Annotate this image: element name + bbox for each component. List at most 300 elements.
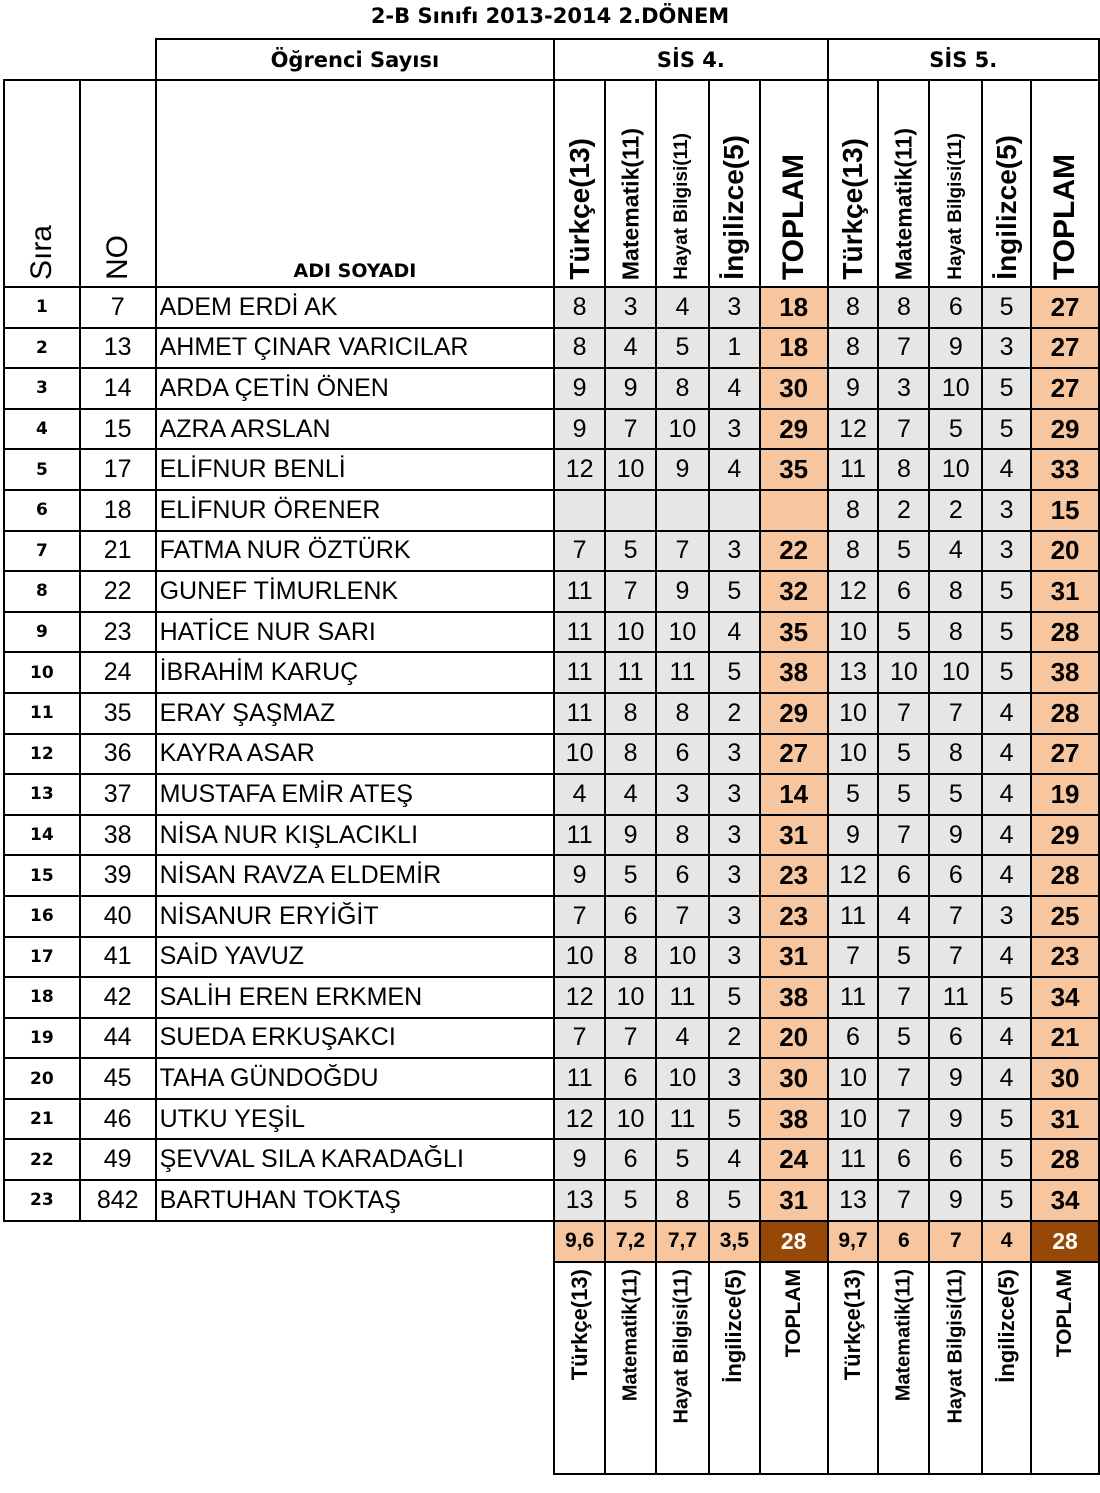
score-cell: 5 xyxy=(828,774,879,815)
table-row xyxy=(4,1018,1099,1059)
score-cell: 5 xyxy=(656,328,709,369)
no-cell: 46 xyxy=(80,1099,156,1140)
total-cell: 28 xyxy=(1031,693,1099,734)
score-cell: 5 xyxy=(982,571,1031,612)
total-cell: 15 xyxy=(1031,490,1099,531)
subject-header: İngilizce(5) xyxy=(982,80,1031,287)
score-cell: 10 xyxy=(605,449,656,490)
score-cell: 5 xyxy=(982,977,1031,1018)
score-cell: 7 xyxy=(554,531,605,572)
total-cell: 28 xyxy=(1031,612,1099,653)
bottom-subject-header: Matematik(11) xyxy=(878,1262,929,1474)
name-cell: MUSTAFA EMİR ATEŞ xyxy=(156,774,555,815)
table-row xyxy=(4,368,1099,409)
score-cell: 4 xyxy=(605,328,656,369)
bottom-subject-header: Hayat Bilgisi(11) xyxy=(929,1262,982,1474)
score-cell: 4 xyxy=(709,368,760,409)
total-cell: 23 xyxy=(760,896,828,937)
total-cell: 30 xyxy=(760,1058,828,1099)
sira-cell: 13 xyxy=(4,774,80,815)
name-cell: HATİCE NUR SARI xyxy=(156,612,555,653)
score-cell: 8 xyxy=(605,937,656,978)
name-cell: İBRAHİM KARUÇ xyxy=(156,652,555,693)
score-cell: 5 xyxy=(709,652,760,693)
total-cell: 31 xyxy=(1031,571,1099,612)
average-cell: 4 xyxy=(982,1221,1031,1262)
score-cell: 7 xyxy=(878,1099,929,1140)
score-cell: 2 xyxy=(709,1018,760,1059)
score-cell: 6 xyxy=(929,287,982,328)
no-cell: 44 xyxy=(80,1018,156,1059)
table-row xyxy=(4,449,1099,490)
score-cell: 7 xyxy=(656,531,709,572)
name-cell: ERAY ŞAŞMAZ xyxy=(156,693,555,734)
score-cell: 10 xyxy=(828,693,879,734)
grade-table xyxy=(3,38,1100,1475)
score-cell: 9 xyxy=(929,1099,982,1140)
no-cell: 37 xyxy=(80,774,156,815)
total-cell: 23 xyxy=(1031,937,1099,978)
bottom-subject-header: Hayat Bilgisi(11) xyxy=(656,1262,709,1474)
group2-label: SİS 5. xyxy=(828,39,1099,80)
score-cell: 10 xyxy=(656,612,709,653)
sira-cell: 18 xyxy=(4,977,80,1018)
score-cell: 7 xyxy=(656,896,709,937)
total-cell: 18 xyxy=(760,287,828,328)
score-cell: 7 xyxy=(554,1018,605,1059)
score-cell: 3 xyxy=(709,1058,760,1099)
score-cell: 7 xyxy=(878,693,929,734)
total-cell: 38 xyxy=(760,1099,828,1140)
score-cell: 4 xyxy=(982,449,1031,490)
score-cell: 10 xyxy=(929,368,982,409)
score-cell: 4 xyxy=(656,287,709,328)
score-cell: 7 xyxy=(605,1018,656,1059)
score-cell: 9 xyxy=(828,815,879,856)
score-cell: 3 xyxy=(605,287,656,328)
score-cell xyxy=(554,490,605,531)
name-cell: UTKU YEŞİL xyxy=(156,1099,555,1140)
score-cell: 6 xyxy=(605,896,656,937)
score-cell: 4 xyxy=(982,693,1031,734)
score-cell: 8 xyxy=(656,815,709,856)
name-cell: NİSAN RAVZA ELDEMİR xyxy=(156,855,555,896)
sira-cell: 22 xyxy=(4,1139,80,1180)
total-cell: 38 xyxy=(1031,652,1099,693)
total-cell: 35 xyxy=(760,612,828,653)
no-cell: 23 xyxy=(80,612,156,653)
score-cell: 5 xyxy=(605,855,656,896)
bottom-subject-header: İngilizce(5) xyxy=(982,1262,1031,1474)
score-cell: 10 xyxy=(929,449,982,490)
score-cell: 4 xyxy=(982,855,1031,896)
name-cell: SAİD YAVUZ xyxy=(156,937,555,978)
sira-cell: 6 xyxy=(4,490,80,531)
total-cell: 31 xyxy=(760,937,828,978)
name-header: ADI SOYADI xyxy=(156,80,555,287)
score-cell: 7 xyxy=(929,896,982,937)
score-cell: 7 xyxy=(605,409,656,450)
average-cell: 7,7 xyxy=(656,1221,709,1262)
score-cell: 5 xyxy=(982,652,1031,693)
score-cell: 7 xyxy=(878,409,929,450)
no-cell: 7 xyxy=(80,287,156,328)
total-cell: 19 xyxy=(1031,774,1099,815)
score-cell: 5 xyxy=(878,734,929,775)
table-row xyxy=(4,937,1099,978)
score-cell: 7 xyxy=(878,977,929,1018)
bottom-header-row xyxy=(4,1262,1099,1474)
score-cell: 9 xyxy=(828,368,879,409)
score-cell: 9 xyxy=(554,368,605,409)
no-cell: 45 xyxy=(80,1058,156,1099)
name-cell: SUEDA ERKUŞAKCI xyxy=(156,1018,555,1059)
total-cell: 27 xyxy=(1031,734,1099,775)
no-cell: 21 xyxy=(80,531,156,572)
total-cell: 18 xyxy=(760,328,828,369)
score-cell: 9 xyxy=(605,815,656,856)
total-cell: 27 xyxy=(1031,287,1099,328)
score-cell: 10 xyxy=(554,937,605,978)
score-cell: 10 xyxy=(929,652,982,693)
score-cell: 8 xyxy=(828,287,879,328)
score-cell xyxy=(709,490,760,531)
score-cell: 8 xyxy=(605,734,656,775)
bottom-total-header: TOPLAM xyxy=(760,1262,828,1474)
bottom-total-header: TOPLAM xyxy=(1031,1262,1099,1474)
score-cell: 11 xyxy=(828,1139,879,1180)
score-cell: 5 xyxy=(982,409,1031,450)
table-row xyxy=(4,287,1099,328)
no-cell: 41 xyxy=(80,937,156,978)
total-cell: 20 xyxy=(1031,531,1099,572)
score-cell: 7 xyxy=(929,937,982,978)
subject-header: İngilizce(5) xyxy=(709,80,760,287)
score-cell: 8 xyxy=(929,612,982,653)
score-cell: 4 xyxy=(709,1139,760,1180)
total-header: TOPLAM xyxy=(760,80,828,287)
score-cell: 11 xyxy=(828,896,879,937)
score-cell: 4 xyxy=(605,774,656,815)
score-cell: 7 xyxy=(605,571,656,612)
score-cell: 5 xyxy=(709,977,760,1018)
total-header: TOPLAM xyxy=(1031,80,1099,287)
score-cell: 2 xyxy=(709,693,760,734)
score-cell: 9 xyxy=(656,571,709,612)
average-cell: 9,6 xyxy=(554,1221,605,1262)
score-cell: 9 xyxy=(554,855,605,896)
score-cell: 7 xyxy=(828,937,879,978)
table-row xyxy=(4,531,1099,572)
table-row xyxy=(4,977,1099,1018)
score-cell: 9 xyxy=(929,815,982,856)
score-cell: 7 xyxy=(929,693,982,734)
table-row xyxy=(4,652,1099,693)
score-cell: 12 xyxy=(554,449,605,490)
score-cell: 11 xyxy=(554,693,605,734)
column-header-row xyxy=(4,80,1099,287)
total-cell: 24 xyxy=(760,1139,828,1180)
name-cell: TAHA GÜNDOĞDU xyxy=(156,1058,555,1099)
table-row xyxy=(4,774,1099,815)
sira-cell: 8 xyxy=(4,571,80,612)
score-cell: 6 xyxy=(878,855,929,896)
score-cell: 12 xyxy=(828,855,879,896)
total-cell: 31 xyxy=(760,1180,828,1221)
score-cell: 1 xyxy=(709,328,760,369)
score-cell: 8 xyxy=(605,693,656,734)
score-cell: 7 xyxy=(878,1058,929,1099)
score-cell: 4 xyxy=(982,774,1031,815)
score-cell: 5 xyxy=(982,1099,1031,1140)
bottom-subject-header: İngilizce(5) xyxy=(709,1262,760,1474)
name-cell: NİSANUR ERYİĞİT xyxy=(156,896,555,937)
score-cell: 8 xyxy=(929,734,982,775)
score-cell: 8 xyxy=(656,368,709,409)
no-cell: 42 xyxy=(80,977,156,1018)
score-cell: 6 xyxy=(929,855,982,896)
name-cell: GUNEF TİMURLENK xyxy=(156,571,555,612)
group-header-row xyxy=(4,39,1099,80)
score-cell: 7 xyxy=(878,328,929,369)
score-cell: 4 xyxy=(656,1018,709,1059)
total-cell: 29 xyxy=(1031,409,1099,450)
no-cell: 38 xyxy=(80,815,156,856)
total-cell: 30 xyxy=(1031,1058,1099,1099)
table-row xyxy=(4,693,1099,734)
total-cell: 29 xyxy=(1031,815,1099,856)
name-cell: BARTUHAN TOKTAŞ xyxy=(156,1180,555,1221)
total-cell: 35 xyxy=(760,449,828,490)
score-cell: 4 xyxy=(982,1058,1031,1099)
score-cell: 11 xyxy=(554,652,605,693)
score-cell: 8 xyxy=(656,693,709,734)
total-cell: 27 xyxy=(760,734,828,775)
score-cell: 10 xyxy=(656,937,709,978)
table-row xyxy=(4,815,1099,856)
score-cell: 11 xyxy=(828,449,879,490)
table-row xyxy=(4,1099,1099,1140)
total-cell: 28 xyxy=(1031,1139,1099,1180)
score-cell: 10 xyxy=(878,652,929,693)
average-cell: 7 xyxy=(929,1221,982,1262)
sira-cell: 21 xyxy=(4,1099,80,1140)
score-cell: 12 xyxy=(554,1099,605,1140)
score-cell: 12 xyxy=(828,571,879,612)
score-cell: 11 xyxy=(605,652,656,693)
total-cell: 38 xyxy=(760,652,828,693)
total-cell: 25 xyxy=(1031,896,1099,937)
score-cell: 5 xyxy=(878,937,929,978)
score-cell: 5 xyxy=(982,368,1031,409)
total-cell: 31 xyxy=(760,815,828,856)
total-cell: 22 xyxy=(760,531,828,572)
table-row xyxy=(4,328,1099,369)
score-cell: 4 xyxy=(709,612,760,653)
table-row xyxy=(4,490,1099,531)
score-cell: 6 xyxy=(878,571,929,612)
score-cell: 4 xyxy=(982,815,1031,856)
table-row xyxy=(4,896,1099,937)
score-cell: 5 xyxy=(982,1139,1031,1180)
score-cell: 3 xyxy=(709,815,760,856)
sira-cell: 7 xyxy=(4,531,80,572)
score-cell: 9 xyxy=(929,1058,982,1099)
sira-cell: 11 xyxy=(4,693,80,734)
score-cell: 11 xyxy=(656,1099,709,1140)
average-cell: 3,5 xyxy=(709,1221,760,1262)
table-row xyxy=(4,409,1099,450)
score-cell: 11 xyxy=(554,612,605,653)
score-cell: 3 xyxy=(709,287,760,328)
bottom-subject-header: Matematik(11) xyxy=(605,1262,656,1474)
score-cell: 5 xyxy=(605,531,656,572)
name-cell: NİSA NUR KIŞLACIKLI xyxy=(156,815,555,856)
no-cell: 35 xyxy=(80,693,156,734)
score-cell: 5 xyxy=(709,1180,760,1221)
average-total-cell: 28 xyxy=(760,1221,828,1262)
sira-cell: 20 xyxy=(4,1058,80,1099)
bottom-subject-header: Türkçe(13) xyxy=(828,1262,879,1474)
score-cell: 7 xyxy=(554,896,605,937)
name-cell: ŞEVVAL SILA KARADAĞLI xyxy=(156,1139,555,1180)
average-cell: 6 xyxy=(878,1221,929,1262)
score-cell: 3 xyxy=(878,368,929,409)
name-cell: SALİH EREN ERKMEN xyxy=(156,977,555,1018)
score-cell: 7 xyxy=(878,1180,929,1221)
score-cell: 6 xyxy=(605,1139,656,1180)
total-cell: 31 xyxy=(1031,1099,1099,1140)
name-cell: ADEM ERDİ AK xyxy=(156,287,555,328)
score-cell: 8 xyxy=(828,490,879,531)
score-cell xyxy=(656,490,709,531)
table-row xyxy=(4,1058,1099,1099)
table-row xyxy=(4,1139,1099,1180)
score-cell: 9 xyxy=(929,328,982,369)
score-cell: 11 xyxy=(656,652,709,693)
sira-cell: 12 xyxy=(4,734,80,775)
subject-header: Hayat Bilgisi(11) xyxy=(929,80,982,287)
subject-header: Matematik(11) xyxy=(605,80,656,287)
total-cell: 29 xyxy=(760,409,828,450)
score-cell: 5 xyxy=(878,774,929,815)
group1-label: SİS 4. xyxy=(554,39,827,80)
no-cell: 842 xyxy=(80,1180,156,1221)
score-cell: 3 xyxy=(656,774,709,815)
average-total-cell: 28 xyxy=(1031,1221,1099,1262)
sira-cell: 3 xyxy=(4,368,80,409)
score-cell: 10 xyxy=(828,734,879,775)
score-cell: 3 xyxy=(982,490,1031,531)
total-cell: 34 xyxy=(1031,977,1099,1018)
score-cell: 11 xyxy=(554,571,605,612)
score-cell: 4 xyxy=(982,1018,1031,1059)
total-cell: 14 xyxy=(760,774,828,815)
no-cell: 15 xyxy=(80,409,156,450)
score-cell: 7 xyxy=(878,815,929,856)
score-cell: 5 xyxy=(982,612,1031,653)
total-cell: 34 xyxy=(1031,1180,1099,1221)
table-row xyxy=(4,855,1099,896)
sira-cell: 5 xyxy=(4,449,80,490)
score-cell: 11 xyxy=(828,977,879,1018)
score-cell: 3 xyxy=(982,531,1031,572)
score-cell: 6 xyxy=(929,1139,982,1180)
score-cell: 2 xyxy=(878,490,929,531)
total-cell: 33 xyxy=(1031,449,1099,490)
sira-cell: 4 xyxy=(4,409,80,450)
no-cell: 17 xyxy=(80,449,156,490)
score-cell: 6 xyxy=(878,1139,929,1180)
score-cell: 4 xyxy=(982,734,1031,775)
no-cell: 40 xyxy=(80,896,156,937)
sira-cell: 16 xyxy=(4,896,80,937)
sira-cell: 2 xyxy=(4,328,80,369)
score-cell: 3 xyxy=(709,531,760,572)
score-cell: 10 xyxy=(828,1058,879,1099)
score-cell: 10 xyxy=(605,1099,656,1140)
score-cell: 2 xyxy=(929,490,982,531)
score-cell: 5 xyxy=(605,1180,656,1221)
score-cell: 11 xyxy=(929,977,982,1018)
sira-cell: 1 xyxy=(4,287,80,328)
no-cell: 24 xyxy=(80,652,156,693)
subject-header: Türkçe(13) xyxy=(828,80,879,287)
score-cell: 6 xyxy=(656,855,709,896)
score-cell: 4 xyxy=(929,531,982,572)
score-cell: 3 xyxy=(982,896,1031,937)
score-cell: 4 xyxy=(709,449,760,490)
score-cell: 3 xyxy=(709,409,760,450)
score-cell: 5 xyxy=(656,1139,709,1180)
score-cell: 5 xyxy=(982,1180,1031,1221)
no-cell: 36 xyxy=(80,734,156,775)
score-cell: 3 xyxy=(709,855,760,896)
average-row xyxy=(4,1221,1099,1262)
score-cell: 4 xyxy=(982,937,1031,978)
score-cell: 8 xyxy=(828,531,879,572)
sira-header: Sıra xyxy=(4,80,80,287)
score-cell: 5 xyxy=(878,531,929,572)
total-cell: 21 xyxy=(1031,1018,1099,1059)
score-cell: 13 xyxy=(828,1180,879,1221)
score-cell: 5 xyxy=(878,1018,929,1059)
score-cell: 10 xyxy=(605,977,656,1018)
no-cell: 13 xyxy=(80,328,156,369)
page-title: 2-B Sınıfı 2013-2014 2.DÖNEM xyxy=(370,4,730,28)
score-cell: 10 xyxy=(656,1058,709,1099)
name-cell: ELİFNUR ÖRENER xyxy=(156,490,555,531)
score-cell: 8 xyxy=(929,571,982,612)
score-cell: 8 xyxy=(878,287,929,328)
score-cell xyxy=(605,490,656,531)
score-cell: 4 xyxy=(878,896,929,937)
score-cell: 6 xyxy=(929,1018,982,1059)
score-cell: 8 xyxy=(554,328,605,369)
sira-cell: 9 xyxy=(4,612,80,653)
score-cell: 5 xyxy=(929,409,982,450)
total-cell: 27 xyxy=(1031,328,1099,369)
subject-header: Hayat Bilgisi(11) xyxy=(656,80,709,287)
sira-cell: 10 xyxy=(4,652,80,693)
no-cell: 22 xyxy=(80,571,156,612)
average-cell: 7,2 xyxy=(605,1221,656,1262)
score-cell: 12 xyxy=(828,409,879,450)
bottom-subject-header: Türkçe(13) xyxy=(554,1262,605,1474)
total-cell: 23 xyxy=(760,855,828,896)
score-cell: 3 xyxy=(709,896,760,937)
score-cell: 8 xyxy=(878,449,929,490)
